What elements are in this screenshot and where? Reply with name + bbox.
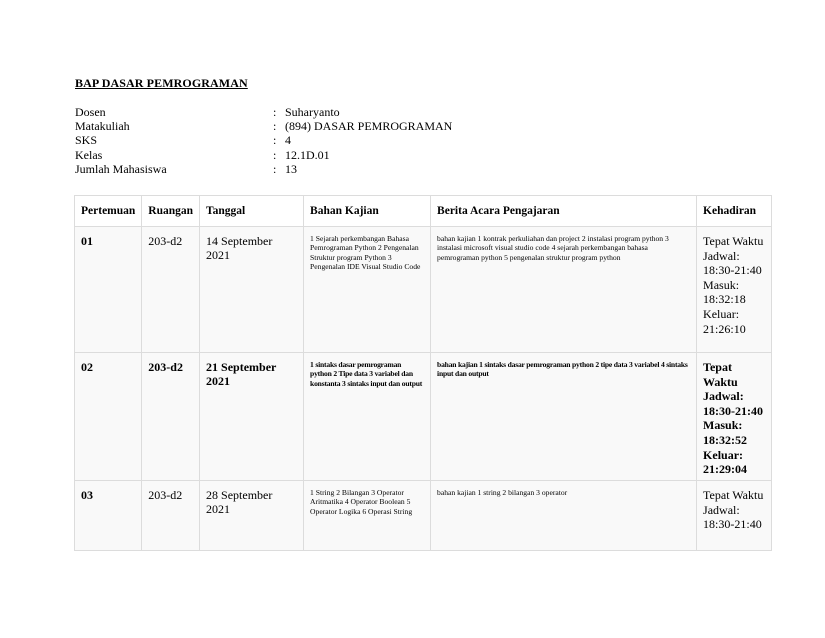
info-value: Suharyanto <box>285 105 340 119</box>
header-tanggal: Tanggal <box>200 196 304 227</box>
header-kehadiran: Kehadiran <box>697 196 772 227</box>
attendance-table <box>74 195 772 551</box>
cell-pertemuan: 03 <box>75 481 142 551</box>
cell-tanggal: 14 September 2021 <box>200 227 304 353</box>
cell-kehadiran: Tepat Waktu Jadwal: 18:30-21:40 Masuk: 18:32:18 Keluar: 21:26:10 <box>697 227 772 353</box>
cell-kehadiran: Tepat Waktu Jadwal: 18:30-21:40 Masuk: 18:32:52 Keluar: 21:29:04 <box>697 353 772 481</box>
info-label: SKS <box>75 133 98 148</box>
header-pertemuan: Pertemuan <box>75 196 142 227</box>
cell-bahan-kajian: 1 sintaks dasar pemrograman python 2 Tipe data 3 variabel dan konstanta 3 sintaks input dan output <box>304 353 431 481</box>
cell-berita-acara: bahan kajian 1 string 2 bilangan 3 operator <box>431 481 697 551</box>
table-header-row <box>75 196 772 227</box>
info-separator: : <box>273 105 277 119</box>
table-row <box>75 353 772 481</box>
cell-tanggal: 28 September 2021 <box>200 481 304 551</box>
info-separator: : <box>273 147 277 162</box>
info-value: 13 <box>285 161 297 176</box>
info-label: Kelas <box>75 147 103 162</box>
info-label: Matakuliah <box>75 119 130 134</box>
info-separator: : <box>273 133 277 148</box>
info-value: (894) DASAR PEMROGRAMAN <box>285 119 453 134</box>
cell-tanggal: 21 September 2021 <box>200 353 304 481</box>
info-separator: : <box>273 161 277 176</box>
document-title: BAP DASAR PEMROGRAMAN <box>75 76 248 90</box>
info-label: Dosen <box>75 105 106 119</box>
info-label: Jumlah Mahasiswa <box>75 161 167 176</box>
cell-pertemuan: 02 <box>75 353 142 481</box>
cell-bahan-kajian: 1 String 2 Bilangan 3 Operator Aritmatika 4 Operator Boolean 5 Operator Logika 6 Operasi String <box>304 481 431 551</box>
table-row <box>75 227 772 353</box>
table-row <box>75 481 772 551</box>
cell-pertemuan: 01 <box>75 227 142 353</box>
cell-bahan-kajian: 1 Sejarah perkembangan Bahasa Pemrograman Python 2 Pengenalan Struktur program Python 3 Pengenalan IDE Visual Studio Code <box>304 227 431 353</box>
info-value: 12.1D.01 <box>285 147 330 162</box>
header-ruangan: Ruangan <box>142 196 200 227</box>
cell-ruangan: 203-d2 <box>142 353 200 481</box>
cell-berita-acara: bahan kajian 1 kontrak perkuliahan dan project 2 instalasi program python 3 instalasi microsoft visual studio code 4 sejarah perkembangan bahasa pemrograman python 5 pengenalan struktur program python <box>431 227 697 353</box>
info-separator: : <box>273 119 277 134</box>
header-bahan-kajian: Bahan Kajian <box>304 196 431 227</box>
header-berita-acara: Berita Acara Pengajaran <box>431 196 697 227</box>
info-value: 4 <box>285 133 291 148</box>
cell-ruangan: 203-d2 <box>142 227 200 353</box>
cell-kehadiran: Tepat Waktu Jadwal: 18:30-21:40 <box>697 481 772 551</box>
cell-berita-acara: bahan kajian 1 sintaks dasar pemrograman python 2 tipe data 3 variabel 4 sintaks input dan output <box>431 353 697 481</box>
cell-ruangan: 203-d2 <box>142 481 200 551</box>
